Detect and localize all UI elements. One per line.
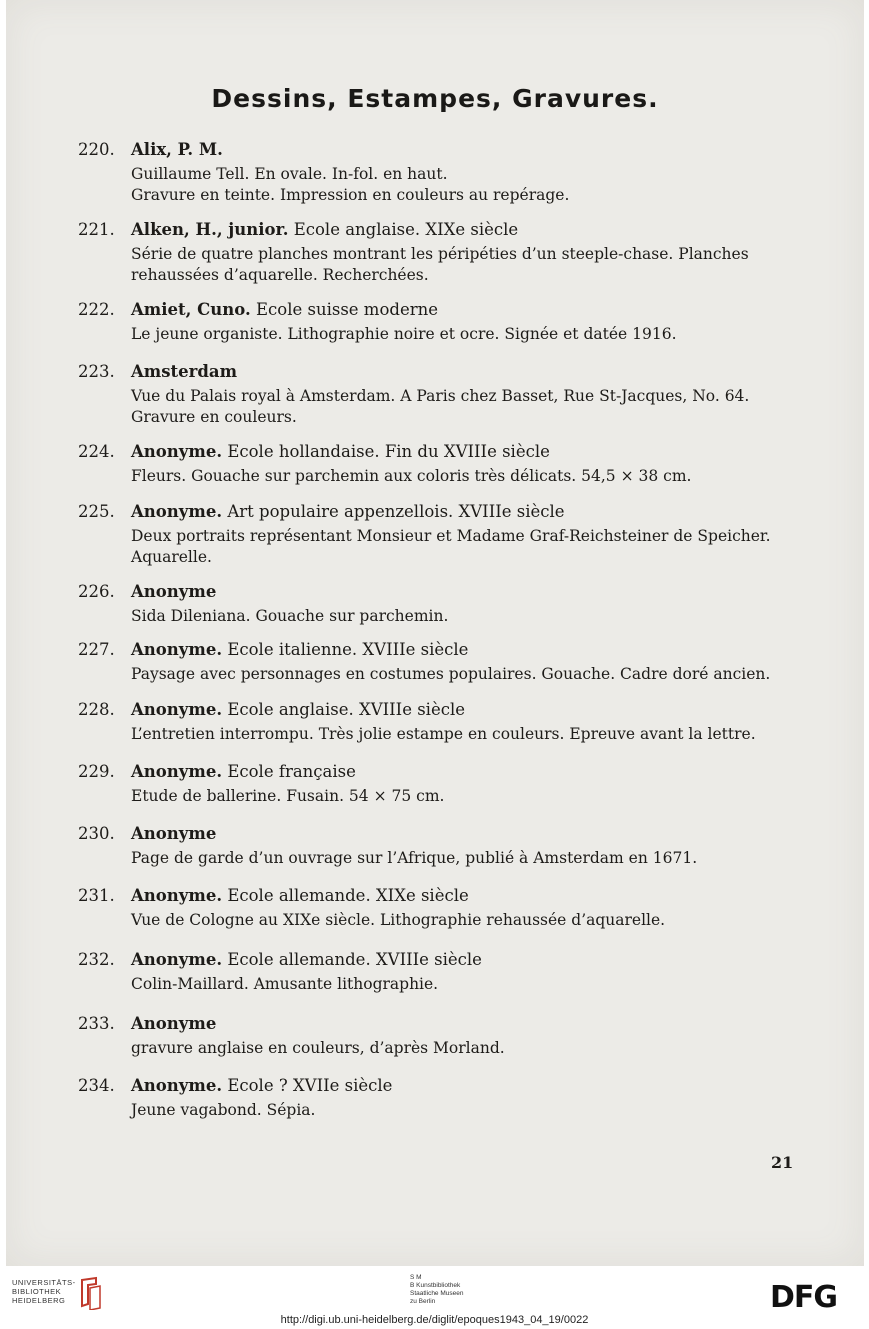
entry-number: 234. (78, 1076, 115, 1095)
entry-heading (131, 824, 216, 843)
entry-description: L’entretien interrompu. Très jolie estampe en couleurs. Epreuve avant la lettre. (131, 725, 756, 743)
entry-number: 231. (78, 886, 115, 905)
source-url[interactable]: http://digi.ub.uni-heidelberg.de/diglit/epoques1943_04_19/0022 (280, 1314, 589, 1326)
entry-artist: Anonyme. (131, 950, 223, 969)
entry-number: 228. (78, 700, 115, 719)
entry-number: 232. (78, 950, 115, 969)
entry-school: Ecole anglaise. XIXe siècle (288, 220, 519, 239)
entry-description: gravure anglaise en couleurs, d’après Morland. (131, 1039, 505, 1057)
page-number: 21 (771, 1153, 794, 1172)
entry-heading (131, 700, 465, 719)
entry-heading (131, 950, 482, 969)
entry-description: Jeune vagabond. Sépia. (131, 1101, 316, 1119)
entry-artist: Anonyme. (131, 640, 223, 659)
page-title: Dessins, Estampes, Gravures. (211, 84, 659, 113)
entry-heading (131, 582, 216, 601)
entry-description: Colin-Maillard. Amusante lithographie. (131, 975, 439, 993)
entry-artist: Anonyme. (131, 886, 223, 905)
entry-heading (131, 1076, 392, 1095)
entry-artist: Alken, H., junior. (131, 220, 289, 239)
entry-artist: Amsterdam (131, 362, 238, 381)
entry-description: Paysage avec personnages en costumes populaires. Gouache. Cadre doré ancien. (131, 665, 771, 683)
entry-school: Ecole suisse moderne (250, 300, 438, 319)
entry-number: 227. (78, 640, 115, 659)
entry-artist: Anonyme. (131, 442, 223, 461)
digitization-footer (0, 1266, 869, 1329)
entry-number: 229. (78, 762, 115, 781)
entry-number: 220. (78, 140, 115, 159)
entry-school: Ecole allemande. XVIIIe siècle (222, 950, 482, 969)
entry-number: 225. (78, 502, 115, 521)
entry-artist: Anonyme (131, 824, 217, 843)
entry-heading (131, 140, 223, 159)
entry-artist: Anonyme. (131, 762, 223, 781)
entry-heading (131, 886, 469, 905)
entry-description: Vue de Cologne au XIXe siècle. Lithographie rehaussée d’aquarelle. (131, 911, 666, 929)
entry-number: 224. (78, 442, 115, 461)
entry-description: Série de quatre planches montrant les péripéties d’un steeple-chase. Planches rehaussées d’aquarelle. Recherchées. (131, 245, 749, 284)
museum-credit: S M B Kunstbibliothek Staatliche Museen zu Berlin (410, 1274, 464, 1305)
entry-heading (131, 762, 356, 781)
library-logo-icon (80, 1276, 102, 1310)
entry-description: Sida Dileniana. Gouache sur parchemin. (131, 607, 449, 625)
entry-artist: Anonyme (131, 582, 217, 601)
entry-school: Ecole hollandaise. Fin du XVIIIe siècle (222, 442, 550, 461)
entry-heading (131, 300, 438, 319)
entry-school: Ecole italienne. XVIIIe siècle (222, 640, 469, 659)
entry-number: 222. (78, 300, 115, 319)
entry-school: Ecole allemande. XIXe siècle (222, 886, 469, 905)
dfg-logo: DFG (770, 1280, 838, 1315)
entry-heading (131, 362, 237, 381)
entry-description: Page de garde d’un ouvrage sur l’Afrique, publié à Amsterdam en 1671. (131, 849, 698, 867)
entry-number: 233. (78, 1014, 115, 1033)
entry-number: 230. (78, 824, 115, 843)
entry-description: Deux portraits représentant Monsieur et Madame Graf-Reichsteiner de Speicher. Aquarelle. (131, 527, 771, 566)
entry-school: Ecole ? XVIIe siècle (222, 1076, 393, 1095)
entry-artist: Anonyme. (131, 700, 223, 719)
entry-description: Le jeune organiste. Lithographie noire et ocre. Signée et datée 1916. (131, 325, 677, 343)
entry-artist: Amiet, Cuno. (131, 300, 251, 319)
entry-heading (131, 640, 468, 659)
entry-description: Vue du Palais royal à Amsterdam. A Paris chez Basset, Rue St-Jacques, No. 64. Gravure en couleurs. (131, 387, 750, 426)
entry-heading (131, 1014, 216, 1033)
entry-heading (131, 442, 550, 461)
entry-heading (131, 220, 518, 239)
entry-artist: Anonyme. (131, 1076, 223, 1095)
entry-number: 223. (78, 362, 115, 381)
entry-artist: Anonyme (131, 1014, 217, 1033)
entry-artist: Alix, P. M. (131, 140, 223, 159)
entry-description: Etude de ballerine. Fusain. 54 × 75 cm. (131, 787, 445, 805)
entry-number: 226. (78, 582, 115, 601)
entry-school: Art populaire appenzellois. XVIIIe siècle (222, 502, 565, 521)
entry-school: Ecole française (222, 762, 356, 781)
entry-heading (131, 502, 565, 521)
library-name: UNIVERSITÄTS- BIBLIOTHEK HEIDELBERG (12, 1278, 76, 1305)
entry-description: Fleurs. Gouache sur parchemin aux coloris très délicats. 54,5 × 38 cm. (131, 467, 692, 485)
catalogue-page (6, 0, 864, 1266)
entry-number: 221. (78, 220, 115, 239)
entry-description: Guillaume Tell. En ovale. In-fol. en haut. Gravure en teinte. Impression en couleurs au repérage. (131, 165, 570, 204)
entry-artist: Anonyme. (131, 502, 223, 521)
entry-school: Ecole anglaise. XVIIIe siècle (222, 700, 466, 719)
